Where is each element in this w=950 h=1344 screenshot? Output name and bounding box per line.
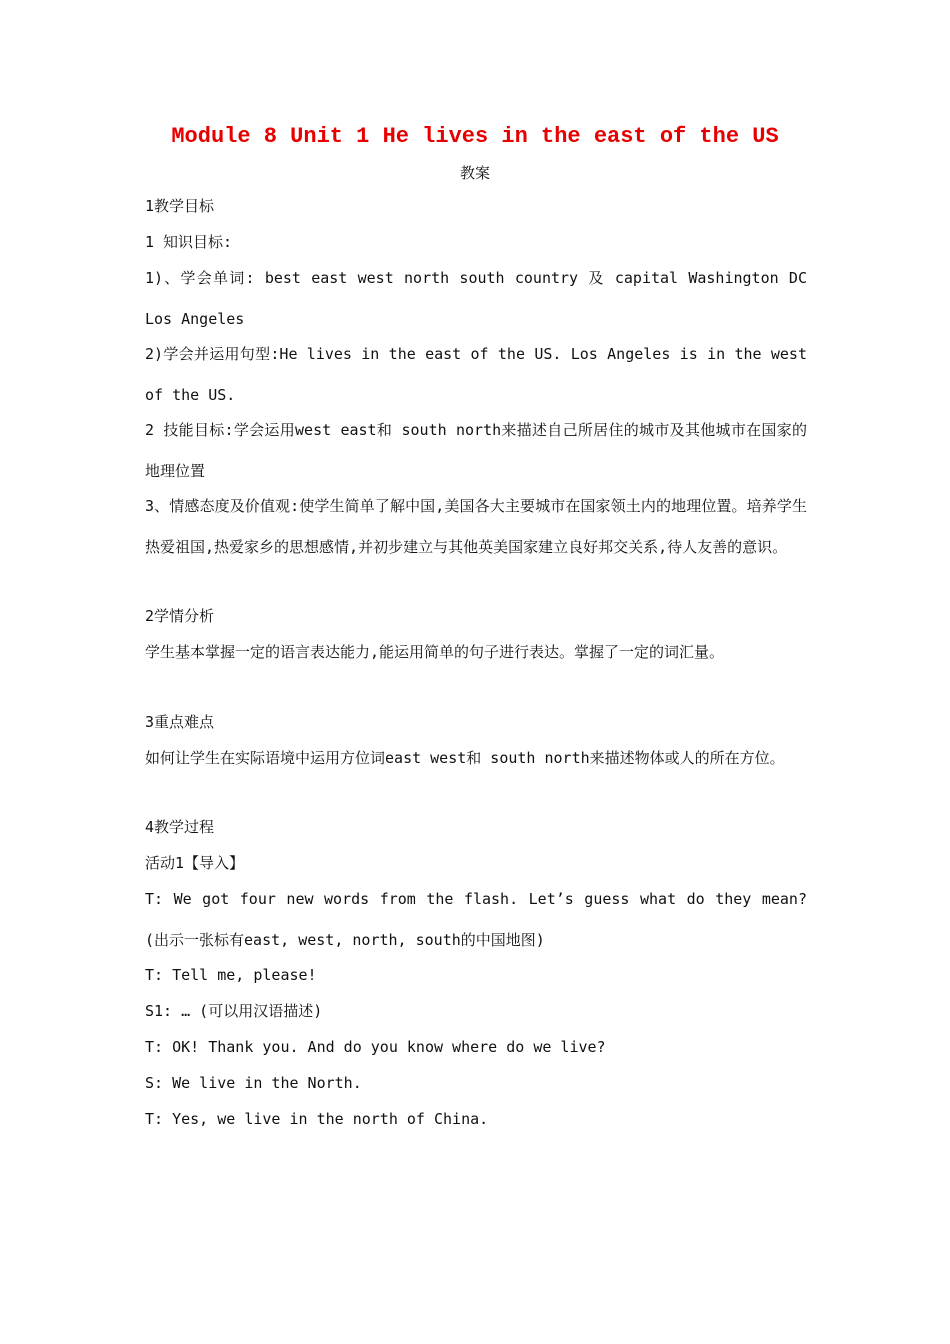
knowledge-objectives-heading: 1 知识目标:: [145, 233, 233, 251]
dialogue-line: S1: … (可以用汉语描述): [145, 1002, 323, 1020]
spacer: [145, 568, 807, 602]
section-heading-analysis: 2学情分析: [145, 607, 215, 625]
dialogue-line: T: OK! Thank you. And do you know where do we live?: [145, 1038, 606, 1056]
section-heading-key-points: 3重点难点: [145, 713, 215, 731]
analysis-text: 学生基本掌握一定的语言表达能力,能运用简单的句子进行表达。掌握了一定的词汇量。: [145, 643, 725, 661]
dialogue-line: T: Tell me, please!: [145, 966, 317, 984]
document-body: [145, 192, 807, 1141]
key-points-text: 如何让学生在实际语境中运用方位词east west和 south north来描述物体或人的所在方位。: [145, 749, 785, 767]
spacer: [145, 674, 807, 708]
section-heading-process: 4教学过程: [145, 818, 215, 836]
skill-objectives: 2 技能目标:学会运用west east和 south north来描述自己所居住的城市及其他城市在国家的地理位置: [145, 421, 807, 480]
objective-item-vocabulary: 1)、学会单词: best east west north south country 及 capital Washington DC Los Angeles: [145, 269, 807, 328]
spacer: [145, 779, 807, 813]
activity-heading: 活动1【导入】: [145, 854, 245, 872]
dialogue-line: T: We got four new words from the flash. Let’s guess what do they mean?(出示一张标有east, west, north, south的中国地图): [145, 890, 807, 949]
dialogue-line: S: We live in the North.: [145, 1074, 362, 1092]
document-title: Module 8 Unit 1 He lives in the east of the US: [171, 124, 779, 149]
emotion-objectives: 3、情感态度及价值观:使学生简单了解中国,美国各大主要城市在国家领土内的地理位置。培养学生热爱祖国,热爱家乡的思想感情,并初步建立与其他英美国家建立良好邦交关系,待人友善的意识。: [145, 497, 807, 556]
section-heading-objectives: 1教学目标: [145, 197, 215, 215]
document-subtitle: 教案: [459, 164, 490, 182]
objective-item-sentences: 2)学会并运用句型:He lives in the east of the US. Los Angeles is in the west of the US.: [145, 345, 807, 404]
dialogue-line: T: Yes, we live in the north of China.: [145, 1110, 489, 1128]
